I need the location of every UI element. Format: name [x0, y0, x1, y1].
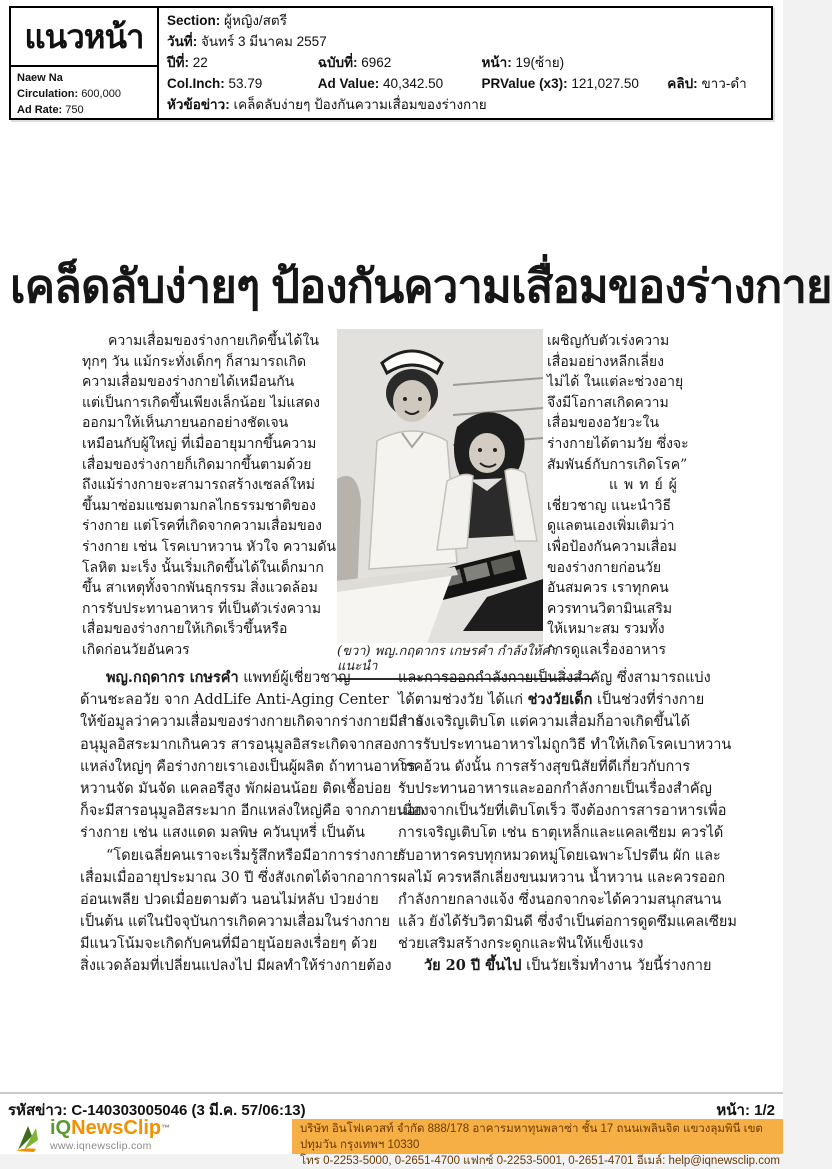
text-line: แต่เป็นการเกิดขึ้นเพียงเล็กน้อย ไม่แสดง [82, 394, 320, 411]
text-line: แพทย์ผู้ [609, 477, 683, 494]
text-line: ด้านชะลอวัย จาก AddLife Anti-Aging Center [80, 692, 389, 709]
date-row: วันที่: จันทร์ 3 มีนาคม 2557 [167, 34, 327, 49]
prvalue-field: PRValue (x3): 121,027.50 [481, 76, 639, 91]
publisher-address [300, 1121, 780, 1169]
address-line-2: โทร 0-2253-5000, 0-2651-4700 แฟกซ์ 0-2253-5001, 0-2651-4701 อีเมล์: help@iqnewsclip.com [300, 1155, 780, 1167]
text-line: ออกมาให้เห็นภายนอกอย่างชัดเจน [82, 415, 289, 432]
text-line: เนื่องจากเป็นวัยที่เติบโตเร็ว จึงต้องการสารอาหารเพื่อ [398, 803, 727, 820]
text-line: มีแนวโน้มจะเกิดกับคนที่มีอายุน้อยลงเรื่อยๆ ด้วย [80, 936, 378, 953]
text-line: แหล่งใหญ่ๆ คือร่างกายเราเองเป็นผู้ผลิต ถ้าทานอาหาร [80, 758, 416, 775]
colinch-field: Col.Inch: 53.79 [167, 76, 263, 91]
article-column-bottom-left [80, 667, 425, 978]
paper-name: Naew Na [17, 72, 63, 84]
text-line: ร่างกาย เช่น โรคเบาหวาน หัวใจ ความดัน [82, 538, 336, 555]
issue-field: ฉบับที่: 6962 [317, 55, 392, 70]
advalue-field: Ad Value: 40,342.50 [317, 76, 444, 91]
text-line: สิ่งแวดล้อมที่เปลี่ยนแปลงไป มีผลทำให้ร่างกายต้อง [80, 958, 392, 975]
text-line: เสื่อมเมื่ออายุประมาณ 30 ปี ซึ่งสังเกตได้จากอาการ [80, 869, 398, 886]
text-line: รับประทานอาหารและออกกำลังกายเป็นเรื่องสำคัญ [398, 780, 712, 797]
text-line: เสื่อมอย่างหลีกเลี่ยง [547, 353, 664, 370]
text-line: “โดยเฉลี่ยคนเราจะเริ่มรู้สึกหรือมีอาการร่างกาย [106, 847, 402, 864]
article-headline: เคล็ดลับง่ายๆ ป้องกันความเสื่อมของร่างกาย [10, 260, 832, 312]
photo-caption: (ขวา) พญ.กฤดากร เกษรคำ กำลังให้คำแนะนำ [337, 644, 593, 680]
text-line: ความเสื่อมของร่างกายได้เหมือนกัน [82, 374, 295, 391]
text-line: เป็นต้น แต่ในปัจจุบันการเกิดความเสื่อมในร่างกาย [80, 914, 390, 931]
text-line: ร่างกาย แต่โรคที่เกิดจากความเสื่อมของ [82, 518, 322, 535]
text-line: อ่อนเพลีย ปวดเมื่อยตามตัว นอนไม่หลับ ป่วยง่าย [80, 891, 379, 908]
clip-details [159, 8, 771, 118]
text-line: การรับประทานอาหารไม่ถูกวิธี ทำให้เกิดโรคเบาหวาน [398, 736, 732, 753]
text-line: อนุมูลอิสระมากเกินควร สารอนุมูลอิสระเกิดจากสอง [80, 736, 399, 753]
text-line: ขึ้นมาซ่อมแซมตามกลไกธรรมชาติของ [82, 497, 316, 514]
text-line: ได้ตามช่วงวัย ได้แก่ ช่วงวัยเด็ก เป็นช่วงที่ร่างกาย [398, 691, 705, 709]
text-line: ถึงแม้ร่างกายจะสามารถสร้างเซลล์ใหม่ [82, 477, 316, 494]
value-row [167, 74, 771, 94]
text-line: แล้ว ยังได้รับวิตามินดี ซึ่งจำเป็นต่อการดูดซึมแคลเซียม [398, 914, 737, 931]
text-line: เพื่อป้องกันความเสื่อม [547, 538, 677, 555]
text-line: กำลังกายกลางแจ้ง ซึ่งนอกจากจะได้ความสนุกสนาน [398, 891, 722, 908]
text-line: เหมือนกับผู้ใหญ่ ที่เมื่ออายุมากขึ้นความ [82, 435, 317, 452]
text-line: ให้ข้อมูลว่าความเสื่อมของร่างกายเกิดจากร่างกายมีสาร [80, 714, 424, 731]
text-line: ดูแลตนเองเพิ่มเติมว่า [547, 518, 675, 535]
circulation: Circulation: 600,000 [17, 88, 121, 100]
text-line: จึงมีโอกาสเกิดความ [547, 394, 669, 411]
issue-row [167, 53, 771, 73]
topic-row: หัวข้อข่าว: เคล็ดลับง่ายๆ ป้องกันความเสื่อมของร่างกาย [167, 97, 487, 112]
text-line: ไม่ได้ ในแต่ละช่วงอายุ [547, 374, 684, 391]
text-line: การรับประทานอาหาร ที่เป็นตัวเร่งความ [82, 600, 322, 617]
text-line: ให้เหมาะสม รวมทั้ง [547, 621, 665, 638]
text-line: รับอาหารครบทุกหมวดหมู่โดยเฉพาะโปรตีน ผัก และ [398, 847, 721, 864]
iqnewsclip-wordmark: iQNewsClip™ www.iqnewsclip.com [50, 1119, 170, 1155]
article-column-bottom-right [398, 667, 737, 978]
text-line: ผลไม้ ควรหลีกเลี่ยงขนมหวาน น้ำหวาน และควรออก [398, 869, 726, 886]
text-line: เชี่ยวชาญ แนะนำวิธี [547, 497, 672, 514]
text-line: ร่างกายได้ตามวัย ซึ่งจะ [547, 435, 689, 452]
article-column-left [82, 331, 336, 661]
text-line: พญ.กฤดากร เกษรคำ แพทย์ผู้เชี่ยวชาญ [106, 669, 351, 686]
doctor-nurse-photo-illustration [337, 329, 543, 643]
text-line: การดูแลเรื่องอาหาร [547, 641, 666, 658]
text-line: เสื่อมของร่างกายก็เกิดมากขึ้นตามด้วย [82, 456, 312, 473]
text-line: หวานจัด มันจัด แคลอรีสูง พักผ่อนน้อย ติดเชื้อบ่อย [80, 780, 392, 797]
text-line: โลหิต มะเร็ง นั้นเริ่มเกิดขึ้นได้ในเด็กมาก [82, 559, 324, 576]
text-line: เผชิญกับตัวเร่งความ [547, 333, 670, 349]
newspaper-panel [11, 8, 159, 118]
address-line-1: บริษัท อินโฟเควสท์ จำกัด 888/178 อาคารมหาทุนพลาซ่า ชั้น 17 ถนนเพลินจิต แขวงลุมพินี เขตปทุมวัน กรุงเทพฯ 10330 [300, 1123, 763, 1151]
footer-divider [0, 1092, 783, 1094]
newspaper-meta [11, 67, 157, 118]
ad-rate: Ad Rate: 750 [17, 104, 84, 116]
iqnewsclip-leaf-icon [14, 1122, 44, 1152]
iqnewsclip-url: www.iqnewsclip.com [50, 1139, 152, 1152]
clip-page-number: หน้า: 1/2 [716, 1102, 775, 1119]
text-line: เกิดก่อนวัยอันควร [82, 641, 190, 658]
text-line: ของร่างกายก่อนวัย [547, 559, 662, 576]
iqnewsclip-logo [0, 1116, 292, 1154]
text-line: เสื่อมของอวัยวะใน [547, 415, 660, 432]
news-code: รหัสข่าว: C-140303005046 (3 มี.ค. 57/06:13) [8, 1102, 306, 1119]
clip-metadata-box [9, 6, 773, 120]
text-line: ควรทานวิตามินเสริม [547, 600, 673, 617]
text-line: เสื่อมของร่างกายให้เกิดเร็วขึ้นหรือ [82, 621, 288, 638]
year-field: ปีที่: 22 [167, 55, 208, 70]
text-line: โรคอ้วน ดังนั้น การสร้างสุขนิสัยที่ดีเกี่ยวกับการ [398, 758, 691, 775]
clip-type-field: คลิป: ขาว-ดำ [667, 76, 747, 91]
text-line: ก็จะมีสารอนุมูลอิสระมาก อีกแหล่งใหญ่คือ จากภายนอก [80, 803, 425, 820]
section-row: Section: ผู้หญิง/สตรี [167, 13, 287, 28]
newspaper-logo: แนวหน้า [11, 8, 157, 67]
text-line: ช่วยเสริมสร้างกระดูกและฟันให้แข็งแรง [398, 936, 644, 953]
text-line: วัย 20 ปี ขึ้นไป เป็นวัยเริ่มทำงาน วัยนี้ร่างกาย [424, 957, 712, 975]
text-line: ร่างกาย เช่น แสงแดด มลพิษ ควันบุหรี่ เป็นต้น [80, 825, 365, 842]
text-line: การเจริญเติบโต เช่น ธาตุเหล็กและแคลเซียม ควรได้ [398, 825, 724, 842]
text-line: และการออกกำลังกายเป็นสิ่งสำคัญ ซึ่งสามารถแบ่ง [398, 670, 711, 686]
article-photo [337, 329, 543, 643]
text-line: ขึ้น สาเหตุทั้งจากพันธุกรรม สิ่งแวดล้อม [82, 580, 318, 597]
text-line: กำลังเจริญเติบโต แต่ความเสื่อมก็อาจเกิดขึ้นได้ [398, 714, 691, 731]
page-field: หน้า: 19(ซ้าย) [481, 55, 565, 70]
text-line: สัมพันธ์กับการเกิดโรค” [547, 456, 688, 473]
text-line: ทุกๆ วัน แม้กระทั่งเด็กๆ ก็สามารถเกิด [82, 353, 307, 370]
article-column-right [547, 331, 720, 661]
text-line: อันสมควร เราทุกคน [547, 580, 669, 597]
text-line: ความเสื่อมของร่างกายเกิดขึ้นได้ใน [108, 333, 319, 349]
